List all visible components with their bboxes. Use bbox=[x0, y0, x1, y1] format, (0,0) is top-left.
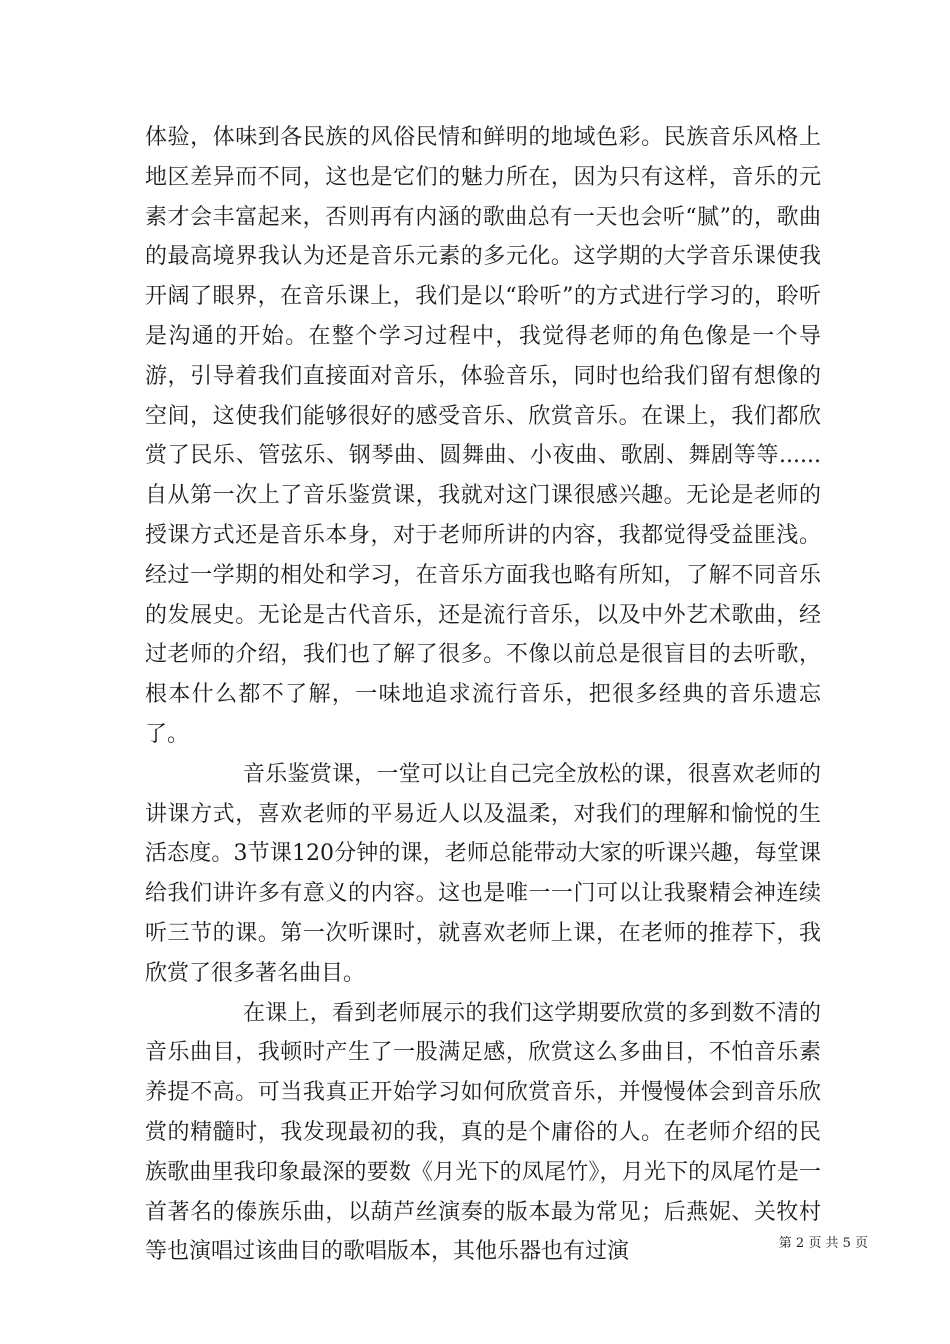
page-number-footer: 第 2 页 共 5 页 bbox=[778, 1236, 868, 1251]
paragraph-1: 体验，体味到各民族的风俗民情和鲜明的地域色彩。民族音乐风格上地区差异而不同，这也是它们的魅力所在，因为只有这样，音乐的元素才会丰富起来，否则再有内涵的歌曲总有一天也会听“腻”的，歌曲的最高境界我认为还是音乐元素的多元化。这学期的大学音乐课使我开阔了眼界，在音乐课上，我们是以“聆听”的方式进行学习的，聆听是沟通的开始。在整个学习过程中，我觉得老师的角色像是一个导游，引导着我们直接面对音乐，体验音乐，同时也给我们留有想像的空间，这使我们能够很好的感受音乐、欣赏音乐。在课上，我们都欣赏了民乐、管弦乐、钢琴曲、圆舞曲、小夜曲、歌剧、舞剧等等......自从第一次上了音乐鉴赏课，我就对这门课很感兴趣。无论是老师的授课方式还是音乐本身，对于老师所讲的内容，我都觉得受益匪浅。经过一学期的相处和学习，在音乐方面我也略有所知，了解不同音乐的发展史。无论是古代音乐，还是流行音乐，以及中外艺术歌曲，经过老师的介绍，我们也了解了很多。不像以前总是很盲目的去听歌，根本什么都不了解，一味地追求流行音乐，把很多经典的音乐遗忘了。 bbox=[145, 125, 821, 747]
paragraph-2: 音乐鉴赏课，一堂可以让自己完全放松的课，很喜欢老师的讲课方式，喜欢老师的平易近人以及温柔，对我们的理解和愉悦的生活态度。3节课120分钟的课，老师总能带动大家的听课兴趣，每堂课给我们讲许多有意义的内容。这也是唯一一门可以让我聚精会神连续听三节的课。第一次听课时，就喜欢老师上课，在老师的推荐下，我欣赏了很多著名曲目。 bbox=[145, 761, 821, 986]
paragraph-3: 在课上，看到老师展示的我们这学期要欣赏的多到数不清的音乐曲目，我顿时产生了一股满足感，欣赏这么多曲目，不怕音乐素养提不高。可当我真正开始学习如何欣赏音乐，并慢慢体会到音乐欣赏的精髓时，我发现最初的我，真的是个庸俗的人。在老师介绍的民族歌曲里我印象最深的要数《月光下的凤尾竹》，月光下的凤尾竹是一首著名的傣族乐曲，以葫芦丝演奏的版本最为常见；后燕妮、关牧村等也演唱过该曲目的歌唱版本，其他乐器也有过演 bbox=[145, 1000, 821, 1265]
document-body bbox=[145, 118, 821, 1272]
